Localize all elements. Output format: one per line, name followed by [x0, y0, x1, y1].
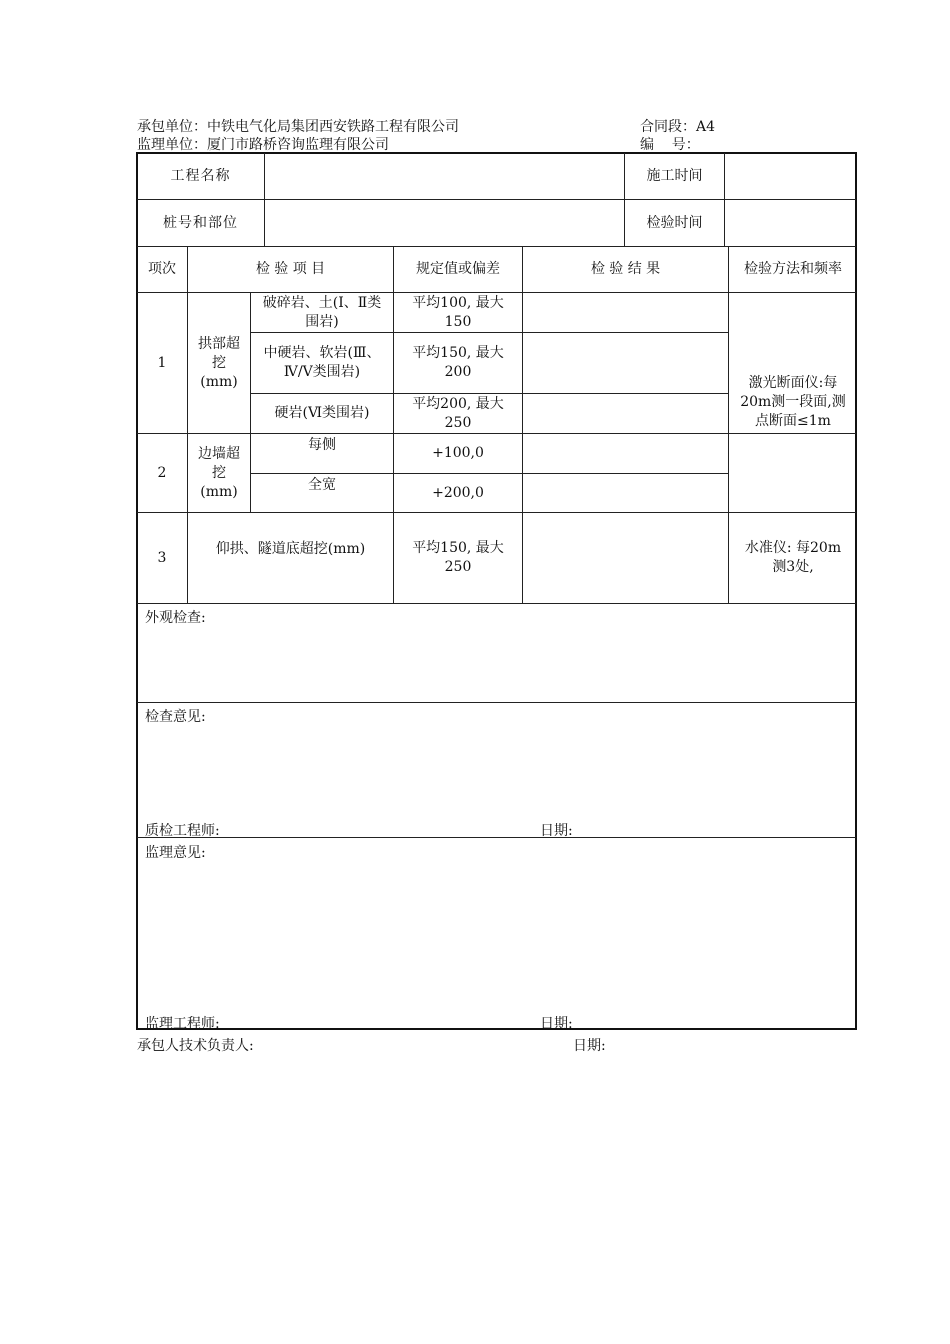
row-divider: [137, 702, 856, 703]
row2b-result: [523, 474, 728, 512]
col-header-result: 检 验 结 果: [590, 261, 661, 277]
tech-lead-label: 承包人技术负责人:: [137, 1038, 254, 1054]
date-label-qc: 日期:: [540, 823, 573, 839]
row1c-sub: 硬岩(Ⅵ类围岩): [274, 405, 370, 421]
project-name-value: [265, 153, 624, 199]
station-label: 桩号和部位: [163, 214, 238, 231]
row1b-result: [523, 333, 728, 393]
col-divider: [393, 246, 394, 603]
row2b-sub: 全宽: [308, 477, 336, 493]
station-value: [265, 200, 624, 246]
inspection-time-label: 检验时间: [646, 214, 703, 231]
number-label: 编 号：: [640, 137, 700, 153]
row1-index: 1: [157, 354, 167, 371]
row2-index: 2: [157, 464, 167, 481]
row3-spec: 平均150, 最大250: [412, 540, 504, 575]
qc-engineer-label: 质检工程师:: [145, 823, 220, 839]
col-header-item: 检 验 项 目: [255, 261, 326, 277]
col-header-spec: 规定值或偏差: [416, 261, 500, 277]
row2a-result: [523, 434, 728, 473]
supervision-opinion-label: 监理意见:: [145, 845, 206, 861]
contractor-label: 承包单位：中铁电气化局集团西安铁路工程有限公司: [137, 119, 459, 135]
contract-section-label: 合同段：A4: [640, 119, 716, 135]
row3-item: 仰拱、隧道底超挖(mm): [215, 541, 366, 557]
row1a-spec: 平均100, 最大150: [412, 294, 504, 330]
inspection-opinion-label: 检查意见:: [145, 709, 206, 725]
construction-time-value: [725, 153, 856, 199]
row3-index: 3: [157, 549, 167, 566]
row1b-sub: 中硬岩、软岩(Ⅲ、Ⅳ/Ⅴ类围岩): [263, 345, 381, 380]
inspection-time-value: [725, 200, 856, 246]
supervisor-label: 监理单位：厦门市路桥咨询监理有限公司: [137, 137, 389, 153]
construction-time-label: 施工时间: [646, 167, 703, 184]
row2a-spec: +100,0: [432, 445, 484, 461]
row1a-result: [523, 293, 728, 332]
row-divider: [137, 837, 856, 838]
col-divider: [728, 246, 729, 603]
col-header-index: 项次: [148, 261, 176, 277]
row1-group: 拱部超挖(mm): [198, 335, 240, 390]
row3-result: [523, 513, 728, 603]
supervision-engineer-label: 监理工程师:: [145, 1016, 220, 1032]
row3-method: 水准仪: 每20m测3处,: [744, 540, 842, 575]
date-label-supervision: 日期:: [540, 1016, 573, 1032]
col-header-method: 检验方法和频率: [744, 261, 842, 277]
appearance-label: 外观检查:: [145, 610, 206, 626]
footer-date-label: 日期:: [573, 1038, 606, 1054]
row1c-result: [523, 394, 728, 433]
row2b-spec: +200,0: [432, 484, 484, 501]
project-name-label: 工程名称: [170, 167, 231, 184]
row1b-spec: 平均150, 最大200: [412, 345, 504, 380]
row12-method: 激光断面仪:每20m测一段面,测点断面≤1m: [740, 375, 846, 429]
row-divider: [137, 603, 856, 604]
row1c-spec: 平均200, 最大250: [412, 395, 504, 431]
row2-group: 边墙超挖(mm): [198, 445, 240, 500]
row2a-sub: 每侧: [308, 437, 336, 453]
row1a-sub: 破碎岩、土(Ⅰ、Ⅱ类围岩): [262, 294, 382, 330]
